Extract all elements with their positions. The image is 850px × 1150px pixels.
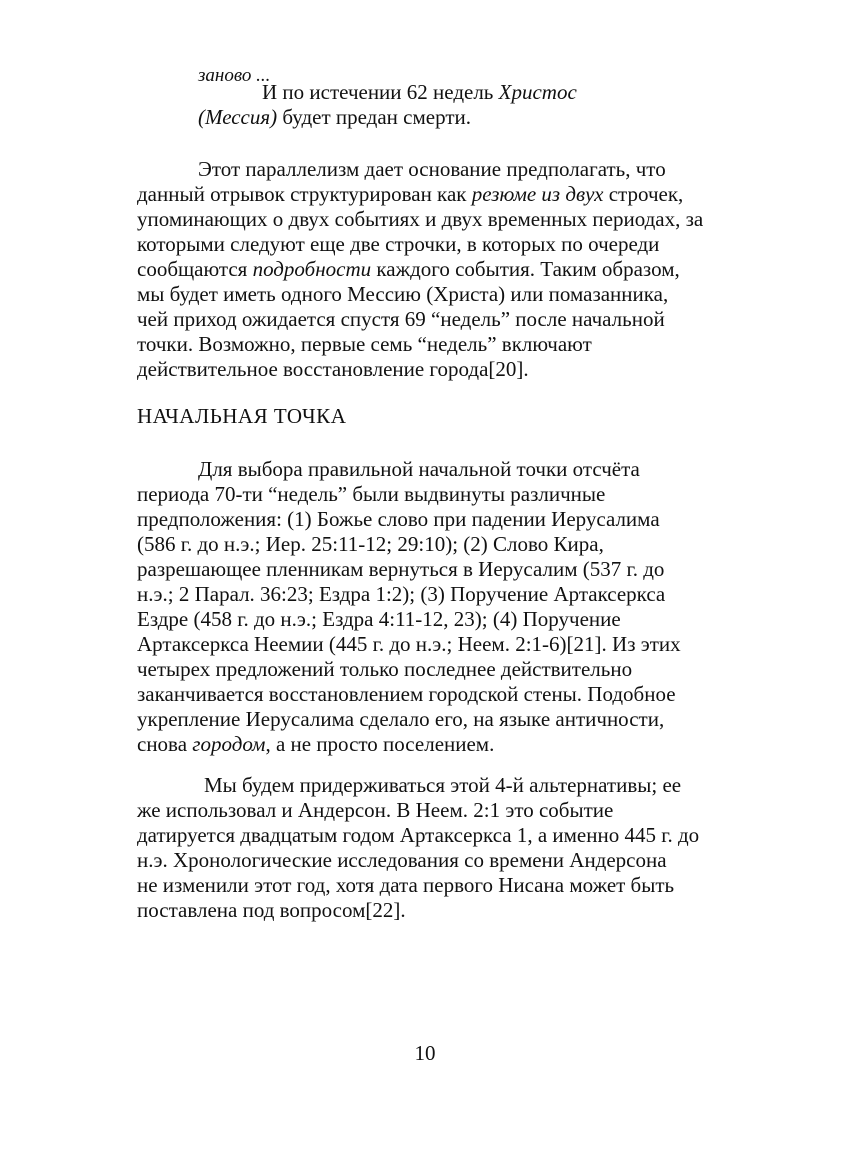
paragraph-1-line-9: действительное восстановление города[20]. bbox=[137, 357, 529, 381]
paragraph-3-line-6: поставлена под вопросом[22]. bbox=[137, 898, 406, 922]
quote-line-2-text: И по истечении 62 недель bbox=[262, 80, 499, 104]
paragraph-2-line-12 bbox=[137, 732, 494, 757]
paragraph-2-line-12-italic: городом bbox=[192, 732, 266, 756]
paragraph-2-line-1: Для выбора правильной начальной точки отсчёта bbox=[198, 457, 640, 481]
paragraph-2-line-4: (586 г. до н.э.; Иер. 25:11-12; 29:10); (2) Слово Кира, bbox=[137, 532, 604, 556]
paragraph-1-line-6: мы будет иметь одного Мессию (Христа) или помазанника, bbox=[137, 282, 669, 306]
paragraph-1-line-8: точки. Возможно, первые семь “недель” включают bbox=[137, 332, 592, 356]
paragraph-1-line-5-c: каждого события. Таким образом, bbox=[371, 257, 680, 281]
paragraph-2-line-2: периода 70-ти “недель” были выдвинуты различные bbox=[137, 482, 606, 506]
paragraph-1-line-5-a: сообщаются bbox=[137, 257, 253, 281]
quote-line-3-italic: (Мессия) bbox=[198, 105, 278, 129]
quote-line-3-text: будет предан смерти. bbox=[277, 105, 471, 129]
quote-line-2 bbox=[262, 80, 577, 105]
paragraph-1-line-2 bbox=[137, 182, 683, 207]
paragraph-1-line-7: чей приход ожидается спустя 69 “недель” после начальной bbox=[137, 307, 665, 331]
paragraph-1-line-3: упоминающих о двух событиях и двух временных периодах, за bbox=[137, 207, 704, 231]
paragraph-2-line-6: н.э.; 2 Парал. 36:23; Ездра 1:2); (3) Поручение Артаксеркса bbox=[137, 582, 666, 606]
quote-line-2-italic: Христос bbox=[498, 80, 577, 104]
quote-line-1-text: заново ... bbox=[198, 65, 271, 86]
paragraph-3-line-3: датируется двадцатым годом Артаксеркса 1, а именно 445 г. до bbox=[137, 823, 700, 847]
paragraph-2-line-10: заканчивается восстановлением городской стены. Подобное bbox=[137, 682, 676, 706]
paragraph-2-line-8: Артаксеркса Неемии (445 г. до н.э.; Неем. 2:1-6)[21]. Из этих bbox=[137, 632, 681, 656]
paragraph-1-line-2-a: данный отрывок структурирован как bbox=[137, 182, 472, 206]
quote-line-3 bbox=[198, 105, 471, 130]
paragraph-1-line-2-italic: резюме из двух bbox=[471, 182, 604, 206]
paragraph-3-line-2: же использовал и Андерсон. В Неем. 2:1 это событие bbox=[137, 798, 614, 822]
paragraph-2-line-5: разрешающее пленникам вернуться в Иерусалим (537 г. до bbox=[137, 557, 665, 581]
paragraph-1-line-5-italic: подробности bbox=[252, 257, 372, 281]
paragraph-1-line-1: Этот параллелизм дает основание предполагать, что bbox=[198, 157, 666, 181]
paragraph-2-line-11: укрепление Иерусалима сделало его, на языке античности, bbox=[137, 707, 665, 731]
paragraph-1-line-5 bbox=[137, 257, 680, 282]
paragraph-1-line-2-c: строчек, bbox=[603, 182, 684, 206]
paragraph-2-line-9: четырех предложений только последнее действительно bbox=[137, 657, 633, 681]
paragraph-3-line-1: Мы будем придерживаться этой 4-й альтернативы; ее bbox=[204, 773, 682, 797]
page-number: 10 bbox=[414, 1041, 436, 1065]
quote-line-1 bbox=[198, 63, 270, 88]
paragraph-2-line-12-c: , а не просто поселением. bbox=[265, 732, 495, 756]
paragraph-3-line-4: н.э. Хронологические исследования со времени Андерсона bbox=[137, 848, 667, 872]
paragraph-2-line-7: Ездре (458 г. до н.э.; Ездра 4:11-12, 23); (4) Поручение bbox=[137, 607, 621, 631]
paragraph-2-line-3: предположения: (1) Божье слово при падении Иерусалима bbox=[137, 507, 660, 531]
paragraph-2-line-12-a: снова bbox=[137, 732, 193, 756]
paragraph-3-line-5: не изменили этот год, хотя дата первого Нисана может быть bbox=[137, 873, 675, 897]
section-heading: НАЧАЛЬНАЯ ТОЧКА bbox=[137, 404, 347, 428]
paragraph-1-line-4: которыми следуют еще две строчки, в которых по очереди bbox=[137, 232, 660, 256]
